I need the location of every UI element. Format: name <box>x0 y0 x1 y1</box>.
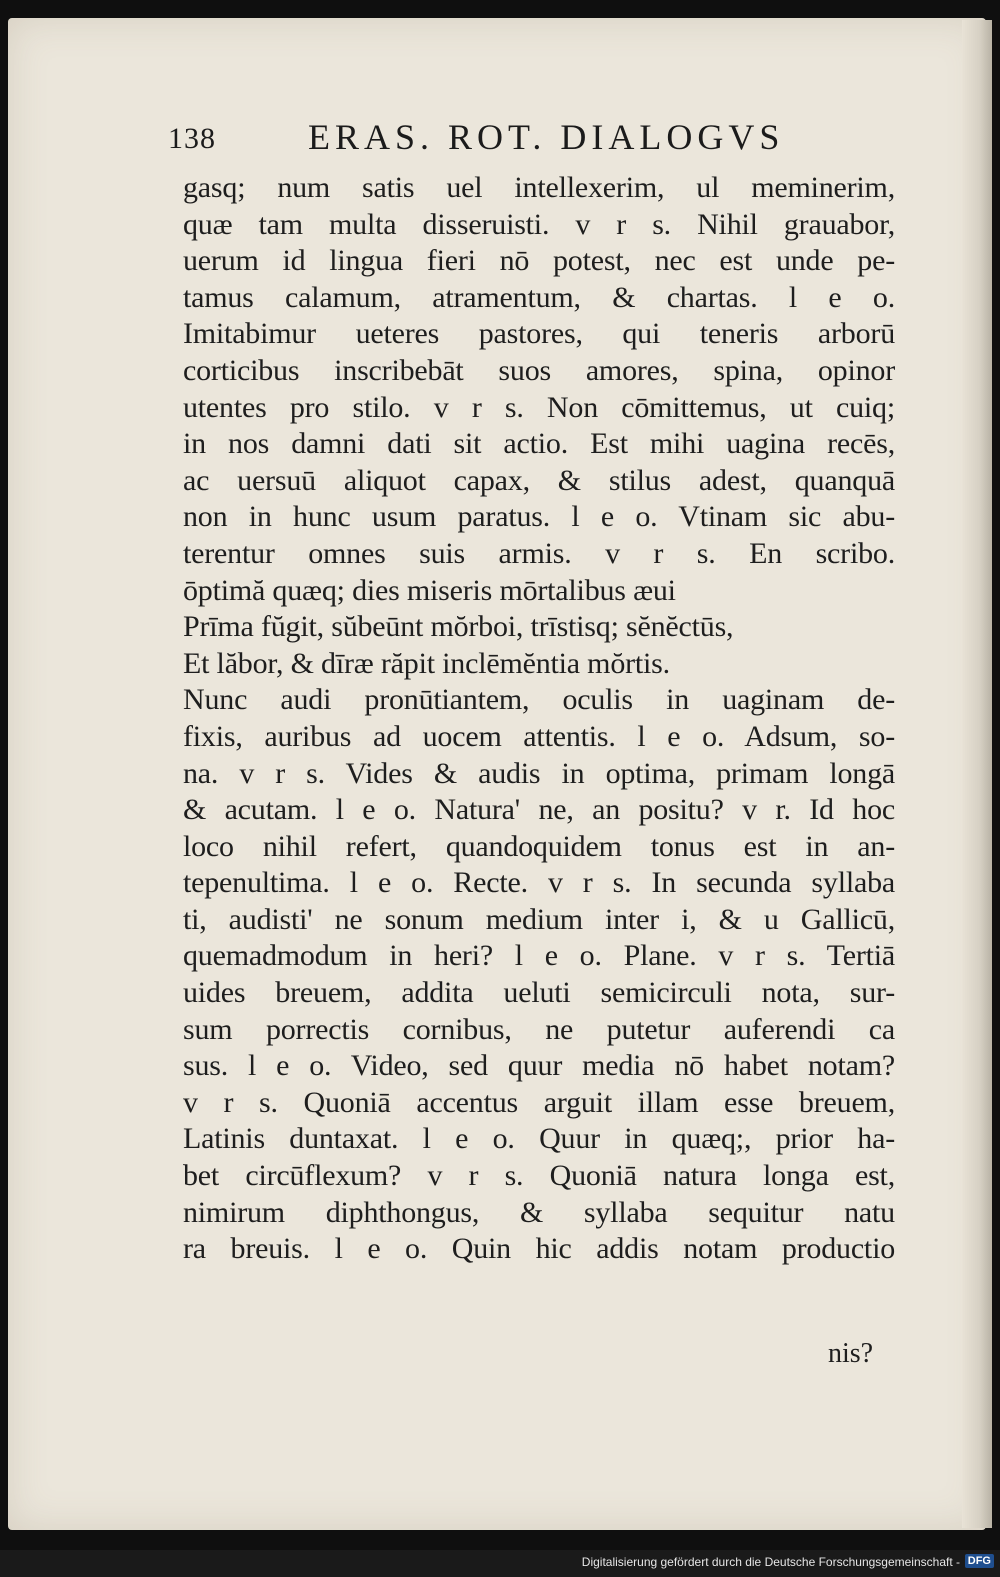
text-line: corticibus inscribebāt suos amores, spina, opinor <box>183 353 895 387</box>
text-line: in nos damni dati sit actio. Est mihi uagina recēs, <box>183 427 895 461</box>
text-line: nimirum diphthongus, & syllaba sequitur natu <box>183 1195 895 1229</box>
text-line: terentur omnes suis armis. v r s. En scribo. <box>183 536 895 570</box>
text-line: bet circūflexum? v r s. Quoniā natura longa est, <box>183 1159 895 1193</box>
text-line: tepenultima. l e o. Recte. v r s. In secunda syllaba <box>183 866 895 900</box>
text-line: non in hunc usum paratus. l e o. Vtinam sic abu- <box>183 500 895 534</box>
dfg-logo: DFG <box>965 1554 994 1568</box>
catchword: nis? <box>828 1338 874 1369</box>
text-line: uides breuem, addita ueluti semicirculi nota, sur- <box>183 976 895 1010</box>
text-line: na. v r s. Vides & audis in optima, primam longā <box>183 756 895 790</box>
text-line: gasq; num satis uel intellexerim, ul meminerim, <box>183 171 895 204</box>
verse-line: Prīma fŭgit, sŭbeūnt mŏrboi, trīstisq; sĕnĕctūs, <box>183 610 734 644</box>
text-line: Imitabimur ueteres pastores, qui teneris arborū <box>183 317 895 351</box>
book-page <box>8 18 986 1530</box>
text-line: quemadmodum in heri? l e o. Plane. v r s. Tertiā <box>183 939 895 973</box>
text-line: quæ tam multa disseruisti. v r s. Nihil grauabor, <box>183 207 895 241</box>
text-line: Nunc audi pronūtiantem, oculis in uaginam de- <box>183 683 895 717</box>
text-line: Latinis duntaxat. l e o. Quur in quæq;, prior ha- <box>183 1122 895 1156</box>
text-line: tamus calamum, atramentum, & chartas. l e o. <box>183 280 895 314</box>
text-line: ra breuis. l e o. Quin hic addis notam productio <box>183 1232 895 1266</box>
funding-credit: Digitalisierung gefördert durch die Deutsche Forschungsgemeinschaft - <box>581 1555 960 1569</box>
text-line: fixis, auribus ad uocem attentis. l e o. Adsum, so- <box>183 719 895 753</box>
verse-line: ōptimă quæq; dies miseris mōrtalibus æui <box>183 573 676 607</box>
text-line: utentes pro stilo. v r s. Non cōmittemus, ut cuiq; <box>183 390 895 424</box>
footer-bar <box>0 1550 1000 1577</box>
running-title: ERAS. ROT. DIALOGVS <box>308 117 785 157</box>
text-line: sus. l e o. Video, sed quur media nō habet notam? <box>183 1049 895 1083</box>
text-line: ti, audisti' ne sonum medium inter i, & u Gallicū, <box>183 902 895 936</box>
text-line: loco nihil refert, quandoquidem tonus est in an- <box>183 829 895 863</box>
text-line: sum porrectis cornibus, ne putetur auferendi ca <box>183 1012 895 1046</box>
text-line: ac uersuū aliquot capax, & stilus adest, quanquā <box>183 463 895 497</box>
page-header <box>8 116 986 166</box>
folio-number: 138 <box>168 122 216 155</box>
page-edge <box>962 20 992 1528</box>
text-line: & acutam. l e o. Natura' ne, an positu? v r. Id hoc <box>183 793 895 827</box>
text-block <box>183 170 895 1268</box>
text-line: v r s. Quoniā accentus arguit illam esse breuem, <box>183 1085 895 1119</box>
verse-line: Et lăbor, & dīræ răpit inclēmĕntia mŏrtis. <box>183 646 670 680</box>
text-line: uerum id lingua fieri nō potest, nec est unde pe- <box>183 244 895 278</box>
